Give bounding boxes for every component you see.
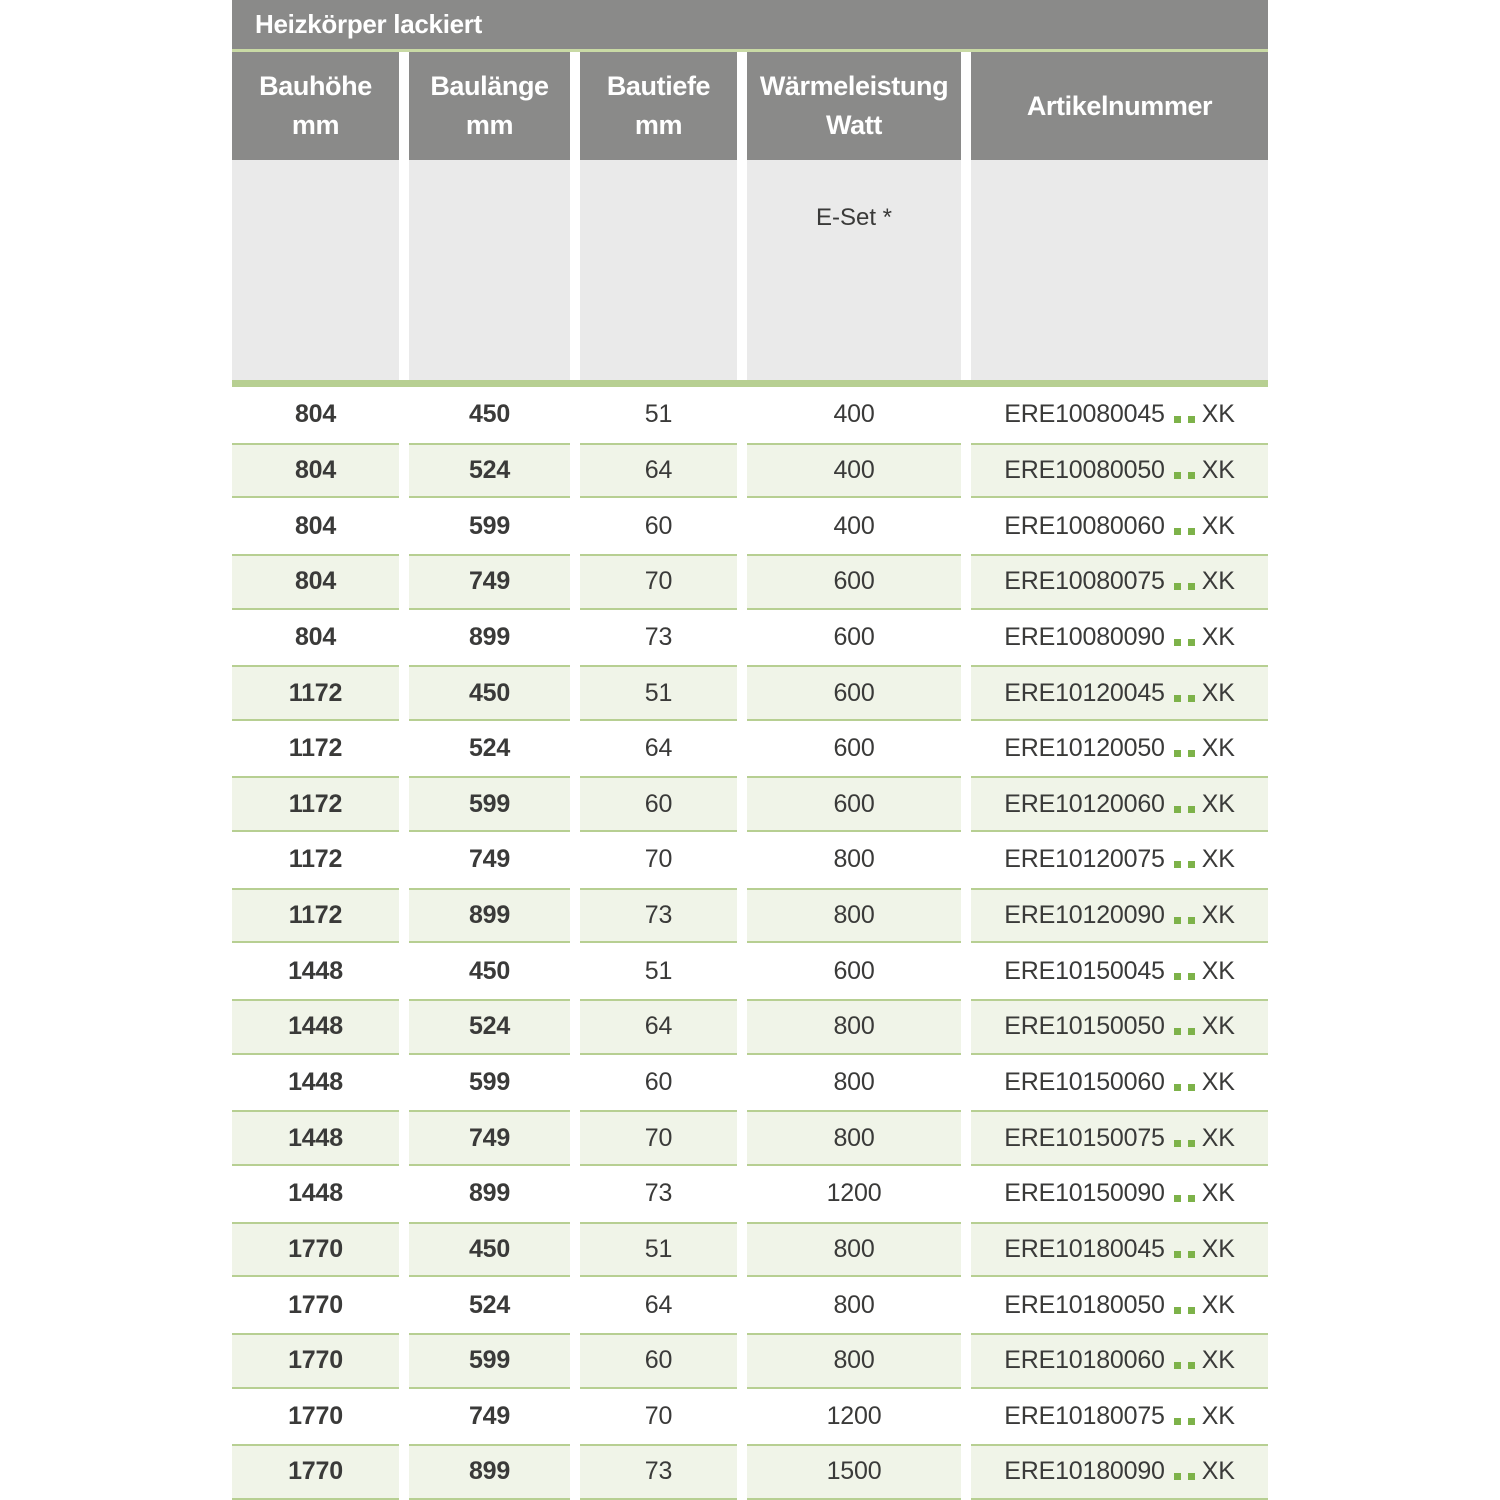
cell-baulaenge: 599 [409,1333,570,1389]
color-code-dots-icon [1174,1418,1195,1425]
green-dot-icon [1174,639,1181,646]
table-title: Heizkörper lackiert [255,9,482,39]
cell-artikelnummer [971,554,1268,610]
cell-bautiefe: 70 [580,832,737,888]
cell-baulaenge: 599 [409,1055,570,1111]
cell-baulaenge: 899 [409,1166,570,1222]
green-dot-icon [1188,583,1195,590]
artikelnummer-suffix: XK [1201,1346,1235,1375]
artikelnummer-suffix: XK [1201,1234,1235,1263]
color-code-dots-icon [1174,917,1195,924]
cell-artikelnummer [971,1389,1268,1445]
cell-artikelnummer [971,443,1268,499]
table-row [232,665,1268,721]
column-header-unit: Watt [826,110,882,140]
color-code-dots-icon [1174,1473,1195,1480]
table-row [232,554,1268,610]
cell-waermeleistung: 800 [747,1055,961,1111]
cell-bautiefe: 51 [580,943,737,999]
cell-baulaenge: 524 [409,443,570,499]
cell-bauhoehe: 804 [232,387,399,443]
color-code-dots-icon [1174,1140,1195,1147]
cell-waermeleistung: 600 [747,610,961,666]
table-row [232,888,1268,944]
artikelnummer-prefix: ERE10180045 [1004,1234,1165,1263]
column-header-label: Bauhöhe [259,71,372,101]
cell-waermeleistung: 400 [747,443,961,499]
artikelnummer-suffix: XK [1201,1457,1235,1486]
table-row [232,999,1268,1055]
table-row [232,498,1268,554]
cell-waermeleistung: 800 [747,1333,961,1389]
green-dot-icon [1188,695,1195,702]
cell-artikelnummer [971,776,1268,832]
green-dot-icon [1174,750,1181,757]
color-code-dots-icon [1174,528,1195,535]
column-header-unit: mm [465,110,514,140]
color-code-dots-icon [1174,416,1195,423]
table-row [232,943,1268,999]
table-row [232,832,1268,888]
artikelnummer-prefix: ERE10080075 [1004,567,1165,596]
column-header-label: Baulänge [430,71,549,101]
table-row [232,443,1268,499]
artikelnummer-prefix: ERE10150050 [1004,1012,1165,1041]
cell-bautiefe: 70 [580,1110,737,1166]
cell-bautiefe: 64 [580,443,737,499]
cell-bautiefe: 51 [580,387,737,443]
cell-waermeleistung: 1200 [747,1166,961,1222]
color-code-dots-icon [1174,1362,1195,1369]
color-code-dots-icon [1174,472,1195,479]
cell-bauhoehe: 1172 [232,832,399,888]
cell-baulaenge: 524 [409,721,570,777]
table-row [232,387,1268,443]
artikelnummer-suffix: XK [1201,400,1235,429]
table-row [232,1222,1268,1278]
green-dot-icon [1188,1418,1195,1425]
subheader-cell-bautiefe [580,160,737,380]
cell-bauhoehe: 1448 [232,1110,399,1166]
artikelnummer-suffix: XK [1201,734,1235,763]
green-dot-icon [1188,416,1195,423]
cell-baulaenge: 599 [409,776,570,832]
green-dot-icon [1188,750,1195,757]
cell-artikelnummer [971,999,1268,1055]
color-code-dots-icon [1174,1251,1195,1258]
artikelnummer-suffix: XK [1201,1401,1235,1430]
artikelnummer-suffix: XK [1201,845,1235,874]
green-dot-icon [1188,973,1195,980]
green-dot-icon [1174,1473,1181,1480]
artikelnummer-prefix: ERE10080090 [1004,622,1165,651]
table-row [232,1110,1268,1166]
cell-bautiefe: 70 [580,1389,737,1445]
green-dot-icon [1174,1307,1181,1314]
cell-bautiefe: 70 [580,554,737,610]
green-dot-icon [1188,1195,1195,1202]
color-code-dots-icon [1174,973,1195,980]
green-dot-icon [1188,917,1195,924]
color-code-dots-icon [1174,695,1195,702]
cell-bautiefe: 51 [580,1222,737,1278]
table-row [232,1277,1268,1333]
green-dot-icon [1174,861,1181,868]
cell-bauhoehe: 1172 [232,721,399,777]
cell-baulaenge: 450 [409,943,570,999]
green-dot-icon [1174,1084,1181,1091]
cell-bautiefe: 73 [580,1444,737,1500]
column-header-label: Artikelnummer [1026,90,1213,121]
column-header-artikelnummer [971,52,1268,160]
cell-artikelnummer [971,832,1268,888]
green-dot-icon [1174,1140,1181,1147]
green-dot-icon [1174,1418,1181,1425]
cell-bauhoehe: 1448 [232,1055,399,1111]
cell-baulaenge: 599 [409,498,570,554]
eset-label: E-Set * [815,204,893,231]
color-code-dots-icon [1174,1195,1195,1202]
cell-baulaenge: 450 [409,1222,570,1278]
artikelnummer-suffix: XK [1201,1179,1235,1208]
artikelnummer-prefix: ERE10150045 [1004,956,1165,985]
cell-waermeleistung: 800 [747,999,961,1055]
cell-bauhoehe: 1448 [232,999,399,1055]
section-divider-bar [232,380,1268,387]
green-dot-icon [1188,806,1195,813]
cell-bauhoehe: 1172 [232,776,399,832]
artikelnummer-suffix: XK [1201,678,1235,707]
green-dot-icon [1174,472,1181,479]
cell-artikelnummer [971,1166,1268,1222]
cell-baulaenge: 450 [409,387,570,443]
cell-bautiefe: 64 [580,721,737,777]
artikelnummer-prefix: ERE10120050 [1004,734,1165,763]
cell-artikelnummer [971,1333,1268,1389]
cell-bauhoehe: 1770 [232,1222,399,1278]
green-dot-icon [1188,1362,1195,1369]
artikelnummer-prefix: ERE10180075 [1004,1401,1165,1430]
cell-baulaenge: 749 [409,554,570,610]
cell-bautiefe: 51 [580,665,737,721]
artikelnummer-prefix: ERE10150060 [1004,1068,1165,1096]
color-code-dots-icon [1174,1028,1195,1035]
cell-waermeleistung: 400 [747,498,961,554]
artikelnummer-prefix: ERE10120045 [1004,678,1165,707]
cell-bauhoehe: 1770 [232,1389,399,1445]
green-dot-icon [1174,583,1181,590]
subheader-cell-baulaenge [409,160,570,380]
green-dot-icon [1174,917,1181,924]
table-row [232,1444,1268,1500]
column-header-bauhoehe [232,52,399,160]
cell-bauhoehe: 1770 [232,1277,399,1333]
cell-waermeleistung: 600 [747,554,961,610]
cell-bauhoehe: 804 [232,443,399,499]
column-header-label: Wärmeleistung [759,71,949,101]
artikelnummer-prefix: ERE10080045 [1004,400,1165,429]
artikelnummer-suffix: XK [1201,567,1235,596]
artikelnummer-suffix: XK [1201,622,1235,651]
cell-waermeleistung: 800 [747,888,961,944]
radiator-spec-table [232,0,1268,1500]
cell-waermeleistung: 800 [747,1277,961,1333]
green-dot-icon [1174,416,1181,423]
artikelnummer-suffix: XK [1201,1012,1235,1041]
artikelnummer-suffix: XK [1201,511,1235,540]
cell-waermeleistung: 600 [747,776,961,832]
cell-bautiefe: 64 [580,1277,737,1333]
green-dot-icon [1174,528,1181,535]
artikelnummer-suffix: XK [1201,956,1235,985]
cell-waermeleistung: 600 [747,721,961,777]
green-dot-icon [1188,1028,1195,1035]
artikelnummer-suffix: XK [1201,1068,1235,1096]
cell-artikelnummer [971,1277,1268,1333]
artikelnummer-suffix: XK [1201,901,1235,930]
color-code-dots-icon [1174,806,1195,813]
cell-waermeleistung: 400 [747,387,961,443]
green-dot-icon [1174,1195,1181,1202]
cell-baulaenge: 749 [409,1110,570,1166]
column-header-label: Bautiefe [606,71,711,101]
cell-artikelnummer [971,943,1268,999]
cell-waermeleistung: 1200 [747,1389,961,1445]
cell-bautiefe: 73 [580,610,737,666]
cell-baulaenge: 749 [409,1389,570,1445]
cell-artikelnummer [971,387,1268,443]
cell-bautiefe: 60 [580,1333,737,1389]
cell-artikelnummer [971,1110,1268,1166]
column-header-waermeleistung [747,52,961,160]
color-code-dots-icon [1174,583,1195,590]
artikelnummer-prefix: ERE10080060 [1004,511,1165,540]
artikelnummer-prefix: ERE10120060 [1004,789,1165,818]
cell-artikelnummer [971,1055,1268,1111]
green-dot-icon [1188,639,1195,646]
green-dot-icon [1174,1028,1181,1035]
cell-bautiefe: 60 [580,776,737,832]
artikelnummer-suffix: XK [1201,455,1235,484]
cell-bauhoehe: 1172 [232,665,399,721]
subheader-cell-artikelnummer [971,160,1268,380]
table-title-bar [232,0,1268,49]
cell-baulaenge: 450 [409,665,570,721]
color-code-dots-icon [1174,1307,1195,1314]
cell-artikelnummer [971,1222,1268,1278]
green-dot-icon [1188,861,1195,868]
cell-baulaenge: 899 [409,1444,570,1500]
cell-artikelnummer [971,721,1268,777]
table-row [232,1055,1268,1111]
artikelnummer-suffix: XK [1201,1123,1235,1152]
color-code-dots-icon [1174,1084,1195,1091]
table-row [232,776,1268,832]
color-code-dots-icon [1174,639,1195,646]
subheader-cell-bauhoehe [232,160,399,380]
cell-bauhoehe: 804 [232,498,399,554]
artikelnummer-prefix: ERE10180060 [1004,1346,1165,1375]
green-dot-icon [1188,472,1195,479]
cell-bauhoehe: 1172 [232,888,399,944]
green-dot-icon [1188,1307,1195,1314]
artikelnummer-prefix: ERE10120090 [1004,901,1165,930]
cell-bauhoehe: 1448 [232,943,399,999]
cell-baulaenge: 899 [409,610,570,666]
column-header-unit: mm [634,110,683,140]
table-row [232,721,1268,777]
artikelnummer-prefix: ERE10150075 [1004,1123,1165,1152]
color-code-dots-icon [1174,861,1195,868]
column-header-row [232,52,1268,160]
cell-waermeleistung: 800 [747,832,961,888]
table-row [232,1333,1268,1389]
cell-bauhoehe: 804 [232,554,399,610]
artikelnummer-prefix: ERE10180050 [1004,1290,1165,1319]
cell-artikelnummer [971,1444,1268,1500]
table-row [232,1389,1268,1445]
green-dot-icon [1174,806,1181,813]
cell-bautiefe: 73 [580,1166,737,1222]
cell-artikelnummer [971,888,1268,944]
cell-waermeleistung: 600 [747,665,961,721]
cell-waermeleistung: 600 [747,943,961,999]
cell-bauhoehe: 804 [232,610,399,666]
artikelnummer-prefix: ERE10120075 [1004,845,1165,874]
column-header-bautiefe [580,52,737,160]
artikelnummer-prefix: ERE10150090 [1004,1179,1165,1208]
green-dot-icon [1188,1251,1195,1258]
cell-baulaenge: 749 [409,832,570,888]
cell-bautiefe: 73 [580,888,737,944]
cell-bauhoehe: 1448 [232,1166,399,1222]
artikelnummer-suffix: XK [1201,1290,1235,1319]
cell-bautiefe: 64 [580,999,737,1055]
cell-artikelnummer [971,665,1268,721]
column-header-unit: mm [291,110,340,140]
green-dot-icon [1174,1362,1181,1369]
cell-bautiefe: 60 [580,498,737,554]
green-dot-icon [1174,973,1181,980]
green-dot-icon [1174,1251,1181,1258]
cell-waermeleistung: 800 [747,1110,961,1166]
cell-baulaenge: 524 [409,1277,570,1333]
cell-artikelnummer [971,610,1268,666]
table-body [232,387,1268,1500]
cell-baulaenge: 524 [409,999,570,1055]
cell-waermeleistung: 1500 [747,1444,961,1500]
table-row [232,610,1268,666]
color-code-dots-icon [1174,750,1195,757]
artikelnummer-prefix: ERE10180090 [1004,1457,1165,1486]
green-dot-icon [1174,695,1181,702]
green-dot-icon [1188,1473,1195,1480]
cell-artikelnummer [971,498,1268,554]
cell-bautiefe: 60 [580,1055,737,1111]
cell-bauhoehe: 1770 [232,1333,399,1389]
artikelnummer-prefix: ERE10080050 [1004,455,1165,484]
subheader-cell-eset [747,160,961,380]
cell-bauhoehe: 1770 [232,1444,399,1500]
cell-waermeleistung: 800 [747,1222,961,1278]
column-header-baulaenge [409,52,570,160]
green-dot-icon [1188,1140,1195,1147]
green-dot-icon [1188,528,1195,535]
green-dot-icon [1188,1084,1195,1091]
artikelnummer-suffix: XK [1201,789,1235,818]
subheader-row [232,160,1268,380]
cell-baulaenge: 899 [409,888,570,944]
table-row [232,1166,1268,1222]
